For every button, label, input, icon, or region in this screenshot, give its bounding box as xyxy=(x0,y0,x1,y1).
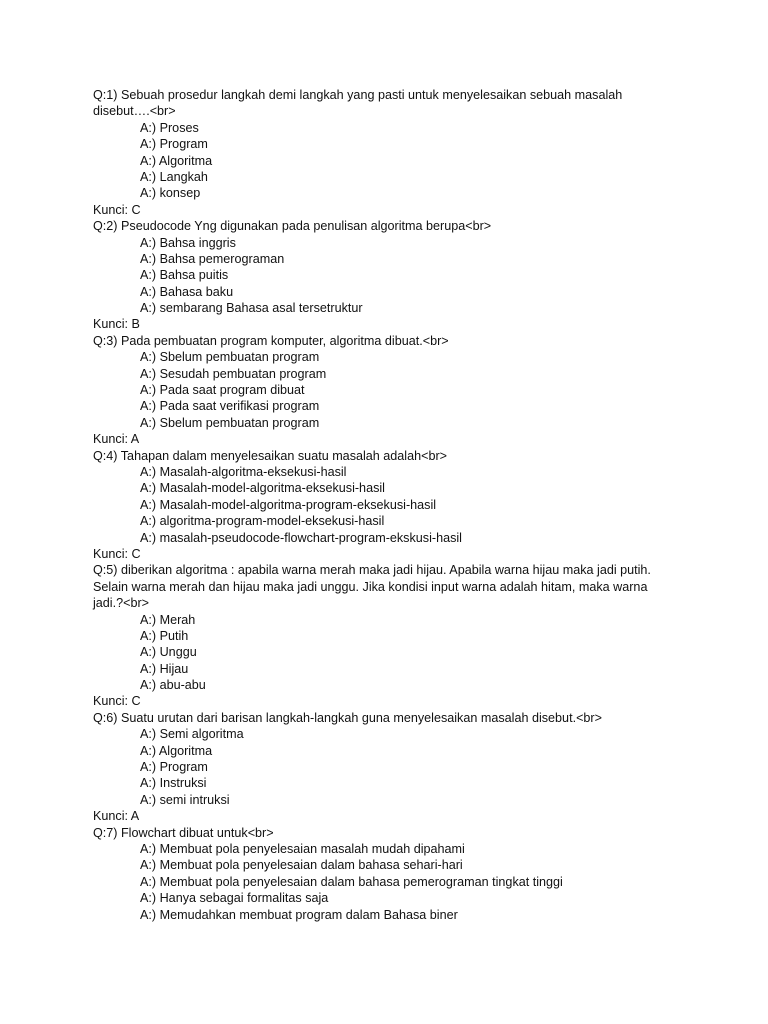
question-text: Selain warna merah dan hijau maka jadi unggu. Jika kondisi input warna adalah hitam, maka warna xyxy=(93,579,648,594)
answer-option: A:) Bahasa baku xyxy=(140,284,234,299)
answer-option: A:) Putih xyxy=(140,628,189,643)
answer-option: A:) Sbelum pembuatan program xyxy=(140,415,320,430)
answer-key: Kunci: C xyxy=(93,546,141,561)
question-text: disebut….<br> xyxy=(93,104,176,119)
answer-option: A:) Program xyxy=(140,760,208,775)
answer-option: A:) Semi algoritma xyxy=(140,727,244,742)
answer-option: A:) masalah-pseudocode-flowchart-program-ekskusi-hasil xyxy=(140,530,462,545)
answer-option: A:) Sesudah pembuatan program xyxy=(140,366,327,381)
answer-option: A:) Proses xyxy=(140,120,199,135)
answer-option: A:) Unggu xyxy=(140,645,197,660)
answer-option: A:) Pada saat program dibuat xyxy=(140,383,305,398)
answer-option: A:) Langkah xyxy=(140,169,208,184)
answer-option: A:) Algoritma xyxy=(140,153,213,168)
answer-option: A:) Memudahkan membuat program dalam Bahasa biner xyxy=(140,907,458,922)
answer-option: A:) sembarang Bahasa asal tersetruktur xyxy=(140,301,363,316)
answer-option: A:) semi intruksi xyxy=(140,792,230,807)
question-text: jadi.?<br> xyxy=(93,596,150,611)
question-text: Q:6) Suatu urutan dari barisan langkah-langkah guna menyelesaikan masalah disebut.<br> xyxy=(93,710,602,725)
answer-option: A:) Membuat pola penyelesaian dalam bahasa pemerograman tingkat tinggi xyxy=(140,874,563,889)
answer-key: Kunci: C xyxy=(93,694,141,709)
answer-option: A:) Instruksi xyxy=(140,776,207,791)
answer-option: A:) Algoritma xyxy=(140,743,213,758)
answer-option: A:) Masalah-model-algoritma-program-eksekusi-hasil xyxy=(140,497,437,512)
answer-option: A:) Membuat pola penyelesaian dalam bahasa sehari-hari xyxy=(140,858,463,873)
question-text: Q:5) diberikan algoritma : apabila warna merah maka jadi hijau. Apabila warna hijau maka jadi putih. xyxy=(93,563,651,578)
answer-option: A:) abu-abu xyxy=(140,678,206,693)
answer-option: A:) Hanya sebagai formalitas saja xyxy=(140,891,329,906)
answer-option: A:) Bahsa puitis xyxy=(140,268,229,283)
answer-option: A:) Membuat pola penyelesaian masalah mudah dipahami xyxy=(140,841,465,856)
answer-option: A:) algoritma-program-model-eksekusi-hasil xyxy=(140,514,385,529)
answer-option: A:) Bahsa inggris xyxy=(140,235,236,250)
question-text: Q:7) Flowchart dibuat untuk<br> xyxy=(93,825,274,840)
answer-option: A:) Bahsa pemerograman xyxy=(140,251,285,266)
answer-option: A:) Program xyxy=(140,137,208,152)
answer-option: A:) Masalah-algoritma-eksekusi-hasil xyxy=(140,464,347,479)
answer-key: Kunci: B xyxy=(93,317,140,332)
question-text: Q:3) Pada pembuatan program komputer, algoritma dibuat.<br> xyxy=(93,333,449,348)
answer-key: Kunci: A xyxy=(93,432,140,447)
answer-key: Kunci: A xyxy=(93,809,140,824)
answer-option: A:) Hijau xyxy=(140,661,189,676)
answer-key: Kunci: C xyxy=(93,202,141,217)
quiz-content xyxy=(93,87,693,923)
question-text: Q:2) Pseudocode Yng digunakan pada penulisan algoritma berupa<br> xyxy=(93,219,492,234)
answer-option: A:) Sbelum pembuatan program xyxy=(140,350,320,365)
question-text: Q:1) Sebuah prosedur langkah demi langkah yang pasti untuk menyelesaikan sebuah masalah xyxy=(93,88,623,102)
question-text: Q:4) Tahapan dalam menyelesaikan suatu masalah adalah<br> xyxy=(93,448,448,463)
answer-option: A:) konsep xyxy=(140,186,201,201)
answer-option: A:) Pada saat verifikasi program xyxy=(140,399,320,414)
answer-option: A:) Masalah-model-algoritma-eksekusi-hasil xyxy=(140,481,385,496)
answer-option: A:) Merah xyxy=(140,612,196,627)
